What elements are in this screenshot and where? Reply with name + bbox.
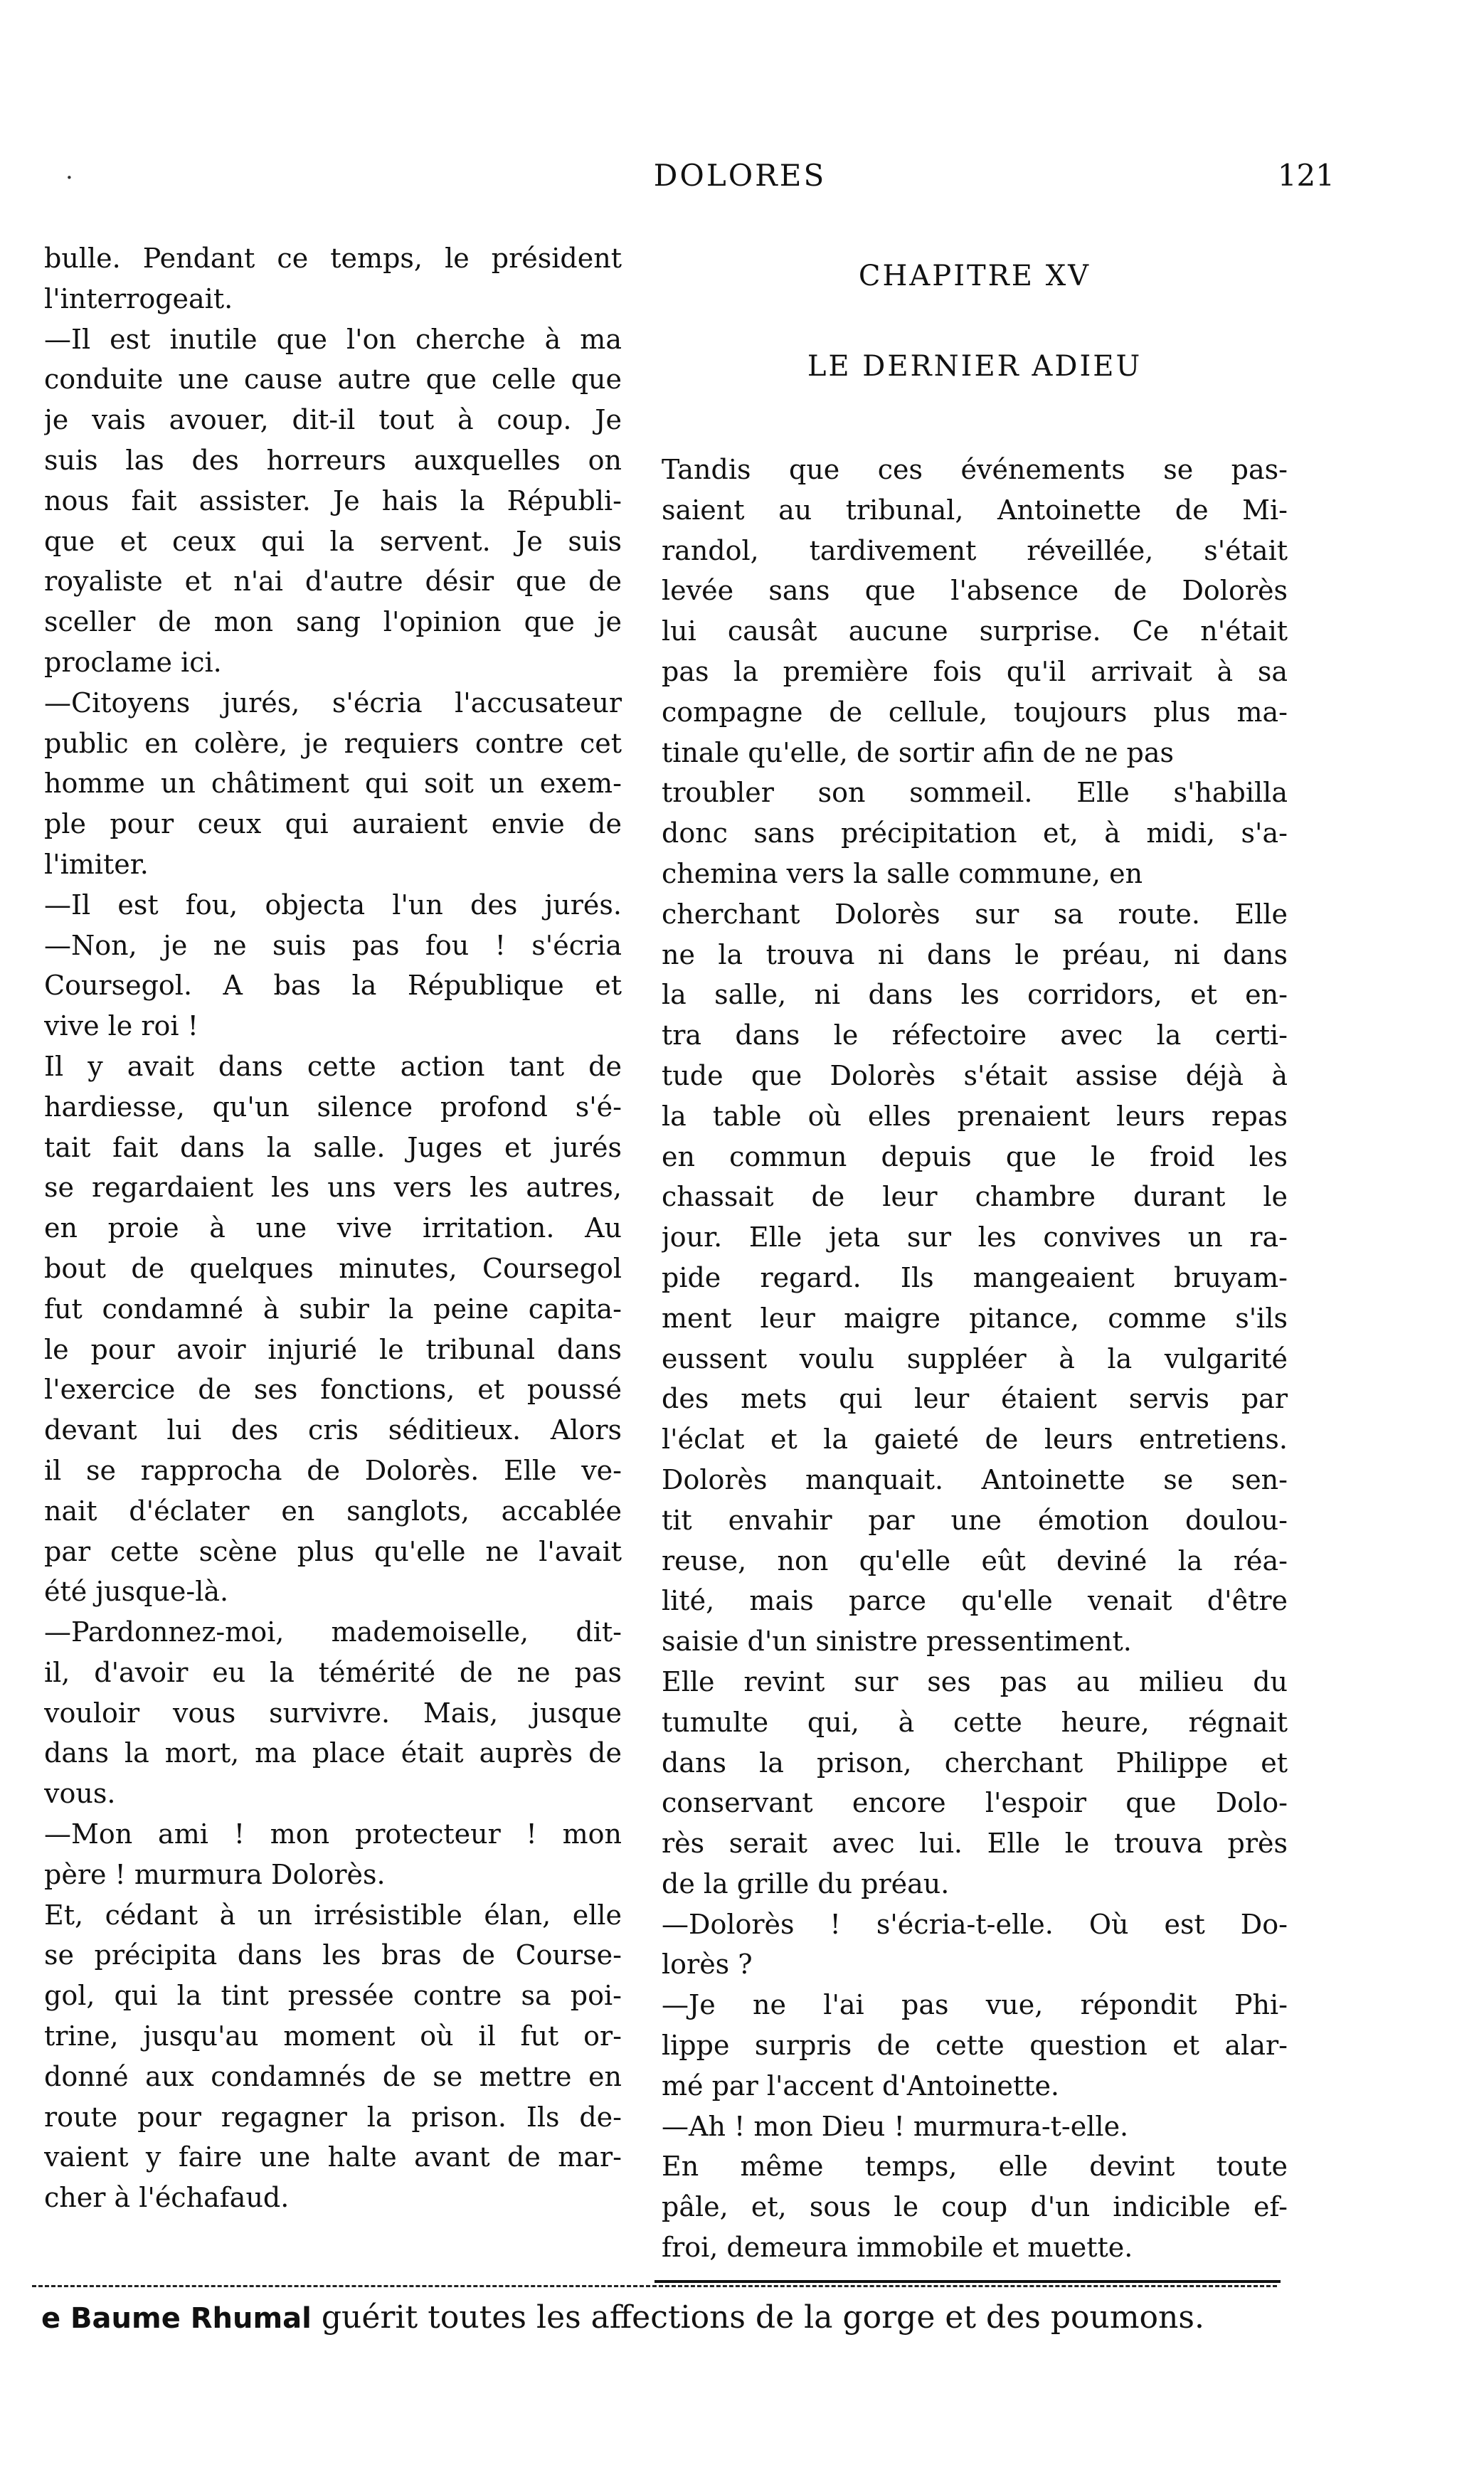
- text-line: —Ah ! mon Dieu ! murmura-t-elle.: [662, 2110, 1129, 2142]
- text-line: lui causât aucune surprise. Ce n'était: [662, 615, 1288, 647]
- text-line: saisie d'un sinistre pressentiment.: [662, 1626, 1132, 1658]
- text-line: vive le roi !: [44, 1010, 198, 1042]
- text-line: vouloir vous survivre. Mais, jusque: [44, 1697, 622, 1729]
- text-line: que et ceux qui la servent. Je suis: [44, 525, 622, 557]
- text-line: lorès ?: [662, 1949, 753, 1981]
- text-line: des mets qui leur étaient servis par: [662, 1383, 1288, 1415]
- text-line: —Non, je ne suis pas fou ! s'écria: [44, 929, 622, 961]
- text-line: proclame ici.: [44, 646, 222, 678]
- text-line: l'éclat et la gaieté de leurs entretiens.: [662, 1424, 1288, 1456]
- text-line: l'exercice de ses fonctions, et poussé: [44, 1374, 622, 1406]
- text-line: conduite une cause autre que celle que: [44, 364, 622, 396]
- page-number: 121: [1277, 158, 1335, 193]
- text-line: bulle. Pendant ce temps, le président: [44, 243, 622, 274]
- chapter-title: LE DERNIER ADIEU: [807, 350, 1143, 383]
- text-line: —Il est fou, objecta l'un des jurés.: [44, 889, 622, 921]
- left-column-text: [44, 238, 622, 2218]
- text-line: nait d'éclater en sanglots, accablée: [44, 1495, 622, 1527]
- text-line: père ! murmura Dolorès.: [44, 1858, 386, 1890]
- text-line: dans la prison, cherchant Philippe et: [662, 1747, 1288, 1779]
- text-line: cherchant Dolorès sur sa route. Elle: [662, 898, 1288, 930]
- text-line: vaient y faire une halte avant de mar-: [44, 2141, 622, 2173]
- text-line: rès serait avec lui. Elle le trouva près: [662, 1828, 1288, 1860]
- text-line: Dolorès manquait. Antoinette se sen-: [662, 1463, 1288, 1495]
- text-line: il, d'avoir eu la témérité de ne pas: [44, 1656, 622, 1688]
- text-line: se regardaient les uns vers les autres,: [44, 1172, 622, 1204]
- text-line: reuse, non qu'elle eût deviné la réa-: [662, 1544, 1288, 1576]
- text-line: pâle, et, sous le coup d'un indicible ef-: [662, 2191, 1288, 2223]
- text-line: chemina vers la salle commune, en: [662, 857, 1143, 889]
- text-line: tit envahir par une émotion doulou-: [662, 1504, 1288, 1536]
- text-line: sceller de mon sang l'opinion que je: [44, 606, 622, 638]
- text-line: en proie à une vive irritation. Au: [44, 1212, 622, 1244]
- text-line: pide regard. Ils mangeaient bruyam-: [662, 1261, 1288, 1293]
- text-line: tra dans le réfectoire avec la certi-: [662, 1019, 1288, 1051]
- text-line: jour. Elle jeta sur les convives un ra-: [662, 1221, 1288, 1254]
- text-line: Il y avait dans cette action tant de: [44, 1050, 622, 1082]
- text-line: le pour avoir injurié le tribunal dans: [44, 1333, 622, 1365]
- text-line: tude que Dolorès s'était assise déjà à: [662, 1059, 1288, 1091]
- advertisement-footer: [41, 2299, 1293, 2336]
- text-line: nous fait assister. Je hais la Républi-: [44, 484, 622, 516]
- text-line: pas la première fois qu'il arrivait à sa: [662, 655, 1288, 687]
- text-line: —Citoyens jurés, s'écria l'accusateur: [44, 687, 622, 719]
- text-line: bout de quelques minutes, Coursegol: [44, 1252, 622, 1284]
- text-line: —Mon ami ! mon protecteur ! mon: [44, 1818, 622, 1850]
- text-line: été jusque-là.: [44, 1576, 229, 1608]
- text-line: troubler son sommeil. Elle s'habilla: [662, 777, 1288, 809]
- text-line: se précipita dans les bras de Course-: [44, 1939, 622, 1971]
- text-line: tinale qu'elle, de sortir afin de ne pas: [662, 736, 1175, 768]
- text-line: par cette scène plus qu'elle ne l'avait: [44, 1535, 622, 1567]
- advert-text: guérit toutes les affections de la gorge et des poumons.: [311, 2299, 1204, 2336]
- text-line: donc sans précipitation et, à midi, s'a-: [662, 817, 1288, 849]
- text-line: devant lui des cris séditieux. Alors: [44, 1414, 622, 1446]
- text-line: mé par l'accent d'Antoinette.: [662, 2069, 1060, 2102]
- text-line: je vais avouer, dit-il tout à coup. Je: [44, 404, 622, 436]
- text-line: suis las des horreurs auxquelles on: [44, 444, 622, 476]
- text-line: fut condamné à subir la peine capita-: [44, 1293, 622, 1325]
- running-title: DOLORES: [653, 158, 827, 193]
- advert-brand: e Baume Rhumal: [41, 2302, 312, 2335]
- text-line: chassait de leur chambre durant le: [662, 1181, 1288, 1213]
- text-line: tait fait dans la salle. Juges et jurés: [44, 1131, 622, 1163]
- text-line: —Je ne l'ai pas vue, répondit Phi-: [662, 1989, 1288, 2021]
- text-line: cher à l'échafaud.: [44, 2182, 290, 2214]
- text-line: la table où elles prenaient leurs repas: [662, 1100, 1288, 1132]
- text-line: homme un châtiment qui soit un exem-: [44, 768, 622, 800]
- text-line: ple pour ceux qui auraient envie de: [44, 808, 622, 840]
- text-line: Tandis que ces événements se pas-: [662, 454, 1288, 485]
- text-line: l'interrogeait.: [44, 282, 233, 314]
- text-line: hardiesse, qu'un silence profond s'é-: [44, 1091, 622, 1123]
- text-line: —Il est inutile que l'on cherche à ma: [44, 323, 622, 355]
- text-line: en commun depuis que le froid les: [662, 1140, 1288, 1172]
- text-line: levée sans que l'absence de Dolorès: [662, 575, 1288, 607]
- text-line: Et, cédant à un irrésistible élan, elle: [44, 1899, 622, 1931]
- text-line: l'imiter.: [44, 848, 149, 880]
- column-end-rule: [654, 2280, 1281, 2283]
- text-line: Elle revint sur ses pas au milieu du: [662, 1665, 1288, 1697]
- text-line: froi, demeura immobile et muette.: [662, 2232, 1133, 2264]
- text-line: saient au tribunal, Antoinette de Mi-: [662, 494, 1288, 526]
- text-line: la salle, ni dans les corridors, et en-: [662, 979, 1288, 1011]
- text-line: randol, tardivement réveillée, s'était: [662, 534, 1288, 566]
- text-line: eussent voulu suppléer à la vulgarité: [662, 1342, 1288, 1374]
- text-line: de la grille du préau.: [662, 1867, 950, 1899]
- text-line: lippe surpris de cette question et alar-: [662, 2030, 1288, 2062]
- text-line: tumulte qui, à cette heure, régnait: [662, 1706, 1288, 1738]
- text-line: Coursegol. A bas la République et: [44, 970, 622, 1002]
- text-line: En même temps, elle devint toute: [662, 2151, 1288, 2183]
- text-line: —Dolorès ! s'écria-t-elle. Où est Do-: [662, 1908, 1288, 1940]
- text-line: conservant encore l'espoir que Dolo-: [662, 1787, 1288, 1819]
- text-line: compagne de cellule, toujours plus ma-: [662, 696, 1288, 728]
- text-line: trine, jusqu'au moment où il fut or-: [44, 2020, 622, 2052]
- text-line: il se rapprocha de Dolorès. Elle ve-: [44, 1454, 622, 1486]
- text-line: lité, mais parce qu'elle venait d'être: [662, 1585, 1288, 1617]
- text-line: ment leur maigre pitance, comme s'ils: [662, 1302, 1288, 1334]
- text-line: —Pardonnez-moi, mademoiselle, dit-: [44, 1616, 622, 1648]
- text-line: ne la trouva ni dans le préau, ni dans: [662, 938, 1288, 970]
- text-line: gol, qui la tint pressée contre sa poi-: [44, 1980, 622, 2012]
- text-line: royaliste et n'ai d'autre désir que de: [44, 566, 622, 598]
- margin-dot: ·: [65, 164, 73, 192]
- text-line: public en colère, je requiers contre cet: [44, 727, 622, 759]
- text-line: donné aux condamnés de se mettre en: [44, 2060, 622, 2092]
- right-column-text: [662, 450, 1288, 2268]
- text-line: route pour regagner la prison. Ils de-: [44, 2101, 622, 2133]
- text-line: dans la mort, ma place était auprès de: [44, 1737, 622, 1769]
- footer-rule: [32, 2285, 1277, 2287]
- text-line: vous.: [44, 1778, 116, 1810]
- chapter-heading: CHAPITRE XV: [858, 260, 1091, 292]
